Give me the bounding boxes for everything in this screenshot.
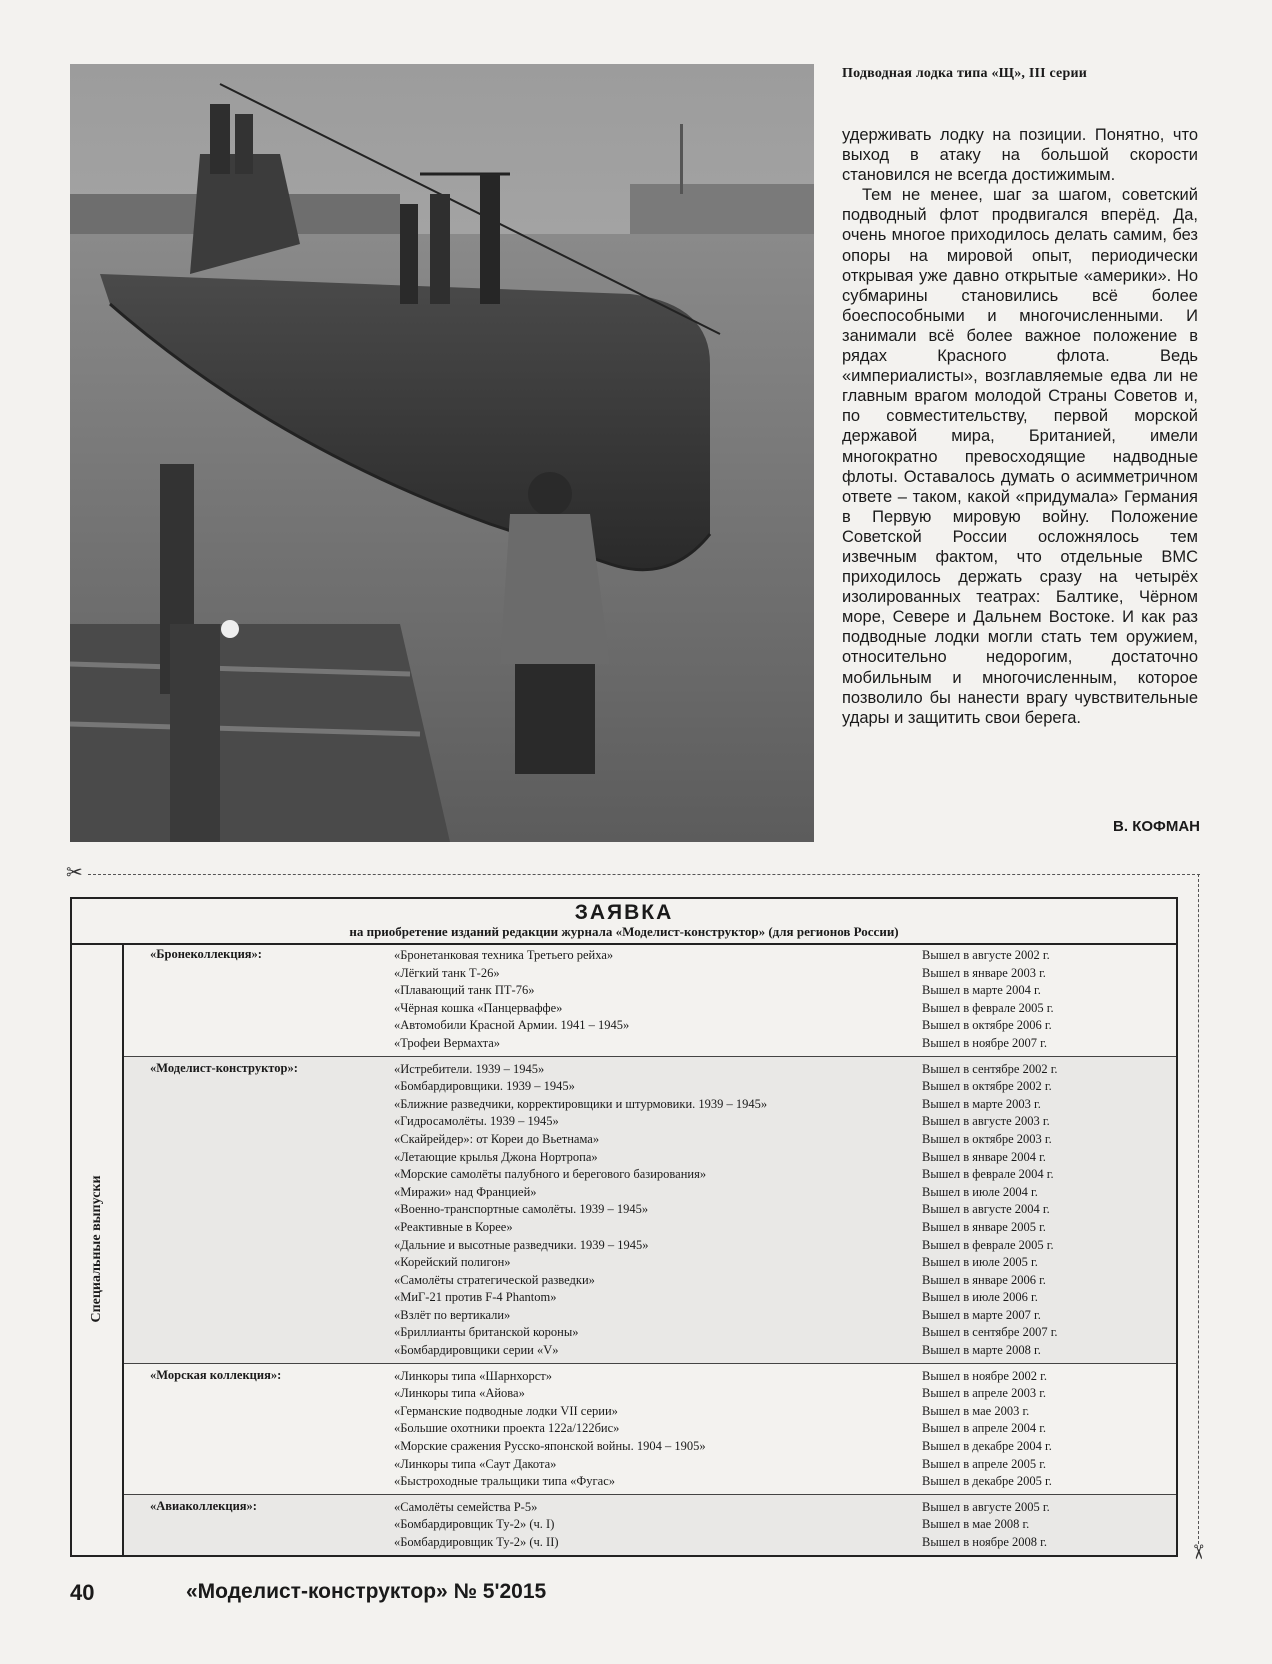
issue-title: «МиГ-21 против F-4 Phantom»	[394, 1290, 557, 1305]
list-item	[124, 1473, 1176, 1491]
issue-status: Вышел в апреле 2005 г.	[922, 1456, 1047, 1471]
article-text	[842, 125, 1198, 728]
issue-status: Вышел в августе 2003 г.	[922, 1114, 1050, 1129]
issue-status: Вышел в феврале 2005 г.	[922, 1237, 1054, 1252]
list-item	[124, 1035, 1176, 1053]
issue-title: «Морские самолёты палубного и берегового базирования»	[394, 1167, 707, 1182]
issue-status: Вышел в январе 2004 г.	[922, 1149, 1046, 1164]
photo-caption: Подводная лодка типа «Щ», III серии	[842, 66, 1087, 81]
issue-title: «Гидросамолёты. 1939 – 1945»	[394, 1114, 559, 1129]
issue-status: Вышел в декабре 2005 г.	[922, 1474, 1052, 1489]
scissors-icon: ✂	[1186, 1543, 1211, 1561]
list-item	[124, 1403, 1176, 1421]
scissors-icon: ✂	[66, 860, 83, 884]
issue-title: «Истребители. 1939 – 1945»	[394, 1061, 545, 1076]
issue-title: «Скайрейдер»: от Кореи до Вьетнама»	[394, 1131, 600, 1146]
issue-title: «Быстроходные тральщики типа «Фугас»	[394, 1474, 615, 1489]
cut-line-vertical	[1198, 874, 1199, 1544]
issue-status: Вышел в марте 2008 г.	[922, 1343, 1041, 1358]
order-form-header	[72, 899, 1176, 945]
page-number: 40	[70, 1580, 95, 1605]
list-item	[124, 1166, 1176, 1184]
list-item	[124, 1516, 1176, 1534]
issue-title: «Корейский полигон»	[394, 1255, 511, 1270]
list-item	[124, 1096, 1176, 1114]
side-label-column	[72, 943, 124, 1555]
issue-status: Вышел в марте 2007 г.	[922, 1307, 1041, 1322]
article-paragraph-2: Тем не менее, шаг за шагом, советский подводный флот продвигался вперёд. Да, очень многое приходилось делать самим, без опоры на мировой опыт, периодически открывая уже давно открытые «америки». Но субмарины становились всё более боеспособными и многочисленными. И занимали всё более важное положение в рядах Красного флота. Ведь «империалисты», возглавляемые едва ли не главным врагом молодой Страны Советов и, по совместительству, первой морской державой мира, Британией, имели многократно превосходящие надводные флоты. Оставалось думать о асимметричном ответе – таком, какой «придумала» Германия в Первую мировую войну. Положение Советской России осложнялось тем извечным фактом, что отдельные ВМС приходилось держать сразу на четырёх изолированных театрах: Балтике, Чёрном море, Севере и Дальнем Востоке. И как раз подводные лодки могли стать тем оружием, относительно недорогим, достаточно мобильным и многочисленным, которое позволило бы нанести врагу чувствительные удары и защитить свои берега.	[842, 186, 1198, 727]
list-item	[124, 1254, 1176, 1272]
issue-title: «Дальние и высотные разведчики. 1939 – 1945»	[394, 1237, 649, 1252]
issue-title: «Трофеи Вермахта»	[394, 1035, 501, 1050]
collection-group	[124, 1057, 1176, 1364]
list-item	[124, 1534, 1176, 1552]
issue-status: Вышел в мае 2008 г.	[922, 1517, 1030, 1532]
issue-status: Вышел в январе 2006 г.	[922, 1272, 1046, 1287]
collection-group	[124, 1495, 1176, 1555]
issue-status: Вышел в апреле 2003 г.	[922, 1386, 1047, 1401]
issue-title: «Военно-транспортные самолёты. 1939 – 1945»	[394, 1202, 649, 1217]
list-item	[124, 1184, 1176, 1202]
list-item	[124, 1307, 1176, 1325]
list-item	[124, 965, 1176, 983]
issue-title: «Летающие крылья Джона Нортропа»	[394, 1149, 598, 1164]
list-item	[124, 1131, 1176, 1149]
collection-name: «Моделист-конструктор»:	[150, 1060, 298, 1075]
collection-name: «Авиаколлекция»:	[150, 1498, 257, 1513]
order-form	[70, 897, 1178, 1557]
issue-title: «Бронетанковая техника Третьего рейха»	[394, 948, 614, 962]
issue-status: Вышел в марте 2003 г.	[922, 1096, 1041, 1111]
issue-title: «Бомбардировщики серии «V»	[394, 1343, 559, 1358]
order-form-subtitle: на приобретение изданий редакции журнала «Моделист-конструктор» (для регионов России)	[349, 924, 899, 939]
list-item	[124, 1420, 1176, 1438]
list-item	[124, 1201, 1176, 1219]
issue-title: «Лёгкий танк Т-26»	[394, 965, 500, 980]
issue-status: Вышел в июле 2005 г.	[922, 1255, 1038, 1270]
issue-status: Вышел в мае 2003 г.	[922, 1403, 1030, 1418]
list-item	[124, 1219, 1176, 1237]
issue-title: «Самолёты стратегической разведки»	[394, 1272, 595, 1287]
issue-title: «Взлёт по вертикали»	[394, 1307, 511, 1322]
issue-title: «Линкоры типа «Айова»	[394, 1386, 525, 1401]
issue-status: Вышел в августе 2005 г.	[922, 1499, 1050, 1514]
issue-title: «Ближние разведчики, корректировщики и штурмовики. 1939 – 1945»	[394, 1096, 768, 1111]
issue-title: «Линкоры типа «Шарнхорст»	[394, 1368, 552, 1383]
issue-status: Вышел в феврале 2005 г.	[922, 1000, 1054, 1015]
issue-status: Вышел в декабре 2004 г.	[922, 1439, 1052, 1454]
issue-status: Вышел в феврале 2004 г.	[922, 1167, 1054, 1182]
article-paragraph-1: удерживать лодку на позиции. Понятно, что выход в атаку на большой скорости становился не всегда достижимым.	[842, 126, 1198, 185]
list-item	[124, 1385, 1176, 1403]
issue-title: «Бомбардировщик Ту-2» (ч. II)	[394, 1535, 559, 1549]
issue-status: Вышел в августе 2004 г.	[922, 1202, 1050, 1217]
issue-title: «Морские сражения Русско-японской войны. 1904 – 1905»	[394, 1439, 706, 1454]
list-item	[124, 1324, 1176, 1342]
order-form-title: ЗАЯВКА	[574, 901, 674, 924]
list-item	[124, 1149, 1176, 1167]
issue-title: «Автомобили Красной Армии. 1941 – 1945»	[394, 1018, 630, 1033]
issue-status: Вышел в ноябре 2007 г.	[922, 1035, 1047, 1050]
list-item	[124, 1272, 1176, 1290]
collection-group	[124, 943, 1176, 1057]
list-item	[124, 1113, 1176, 1131]
issue-title: «Линкоры типа «Саут Дакота»	[394, 1456, 557, 1471]
issue-status: Вышел в сентябре 2007 г.	[922, 1325, 1058, 1340]
issue-title: «Германские подводные лодки VII серии»	[394, 1403, 618, 1418]
submarine-photo	[70, 64, 814, 842]
list-item	[124, 1078, 1176, 1096]
list-item	[124, 1017, 1176, 1035]
issue-status: Вышел в июле 2006 г.	[922, 1290, 1038, 1305]
list-item	[124, 1368, 1176, 1386]
issue-title: «Самолёты семейства Р-5»	[394, 1499, 538, 1514]
side-label: Специальные выпуски	[89, 1175, 104, 1323]
issue-title: «Плавающий танк ПТ-76»	[394, 983, 535, 998]
issue-status: Вышел в июле 2004 г.	[922, 1184, 1038, 1199]
collection-name: «Бронеколлекция»:	[150, 947, 262, 961]
collection-groups	[124, 943, 1176, 1555]
list-item	[124, 1438, 1176, 1456]
issue-title: «Миражи» над Францией»	[394, 1184, 537, 1199]
issue-status: Вышел в октябре 2006 г.	[922, 1018, 1052, 1033]
issue-title: «Бомбардировщик Ту-2» (ч. I)	[394, 1517, 555, 1532]
issue-title: «Бомбардировщики. 1939 – 1945»	[394, 1079, 575, 1094]
issue-status: Вышел в ноябре 2008 г.	[922, 1535, 1047, 1549]
cut-line-horizontal	[88, 874, 1200, 875]
issue-status: Вышел в августе 2002 г.	[922, 948, 1050, 962]
list-item	[124, 947, 1176, 965]
issue-title: «Бриллианты британской короны»	[394, 1325, 579, 1340]
journal-title: «Моделист-конструктор» № 5'2015	[186, 1580, 547, 1603]
collection-group	[124, 1364, 1176, 1495]
article-author: В. КОФМАН	[1113, 818, 1200, 835]
list-item	[124, 1342, 1176, 1360]
issue-status: Вышел в октябре 2003 г.	[922, 1131, 1052, 1146]
issue-status: Вышел в октябре 2002 г.	[922, 1079, 1052, 1094]
issue-status: Вышел в январе 2005 г.	[922, 1219, 1046, 1234]
list-item	[124, 1499, 1176, 1517]
issue-title: «Большие охотники проекта 122а/122бис»	[394, 1421, 620, 1436]
issue-title: «Чёрная кошка «Панцерваффе»	[394, 1000, 563, 1015]
list-item	[124, 1289, 1176, 1307]
issue-status: Вышел в январе 2003 г.	[922, 965, 1046, 980]
issue-status: Вышел в марте 2004 г.	[922, 983, 1041, 998]
list-item	[124, 1456, 1176, 1474]
issue-status: Вышел в ноябре 2002 г.	[922, 1368, 1047, 1383]
issue-status: Вышел в сентябре 2002 г.	[922, 1061, 1058, 1076]
list-item	[124, 1237, 1176, 1255]
issue-status: Вышел в апреле 2004 г.	[922, 1421, 1047, 1436]
issue-title: «Реактивные в Корее»	[394, 1219, 513, 1234]
collection-name: «Морская коллекция»:	[150, 1367, 282, 1382]
list-item	[124, 982, 1176, 1000]
list-item	[124, 1000, 1176, 1018]
